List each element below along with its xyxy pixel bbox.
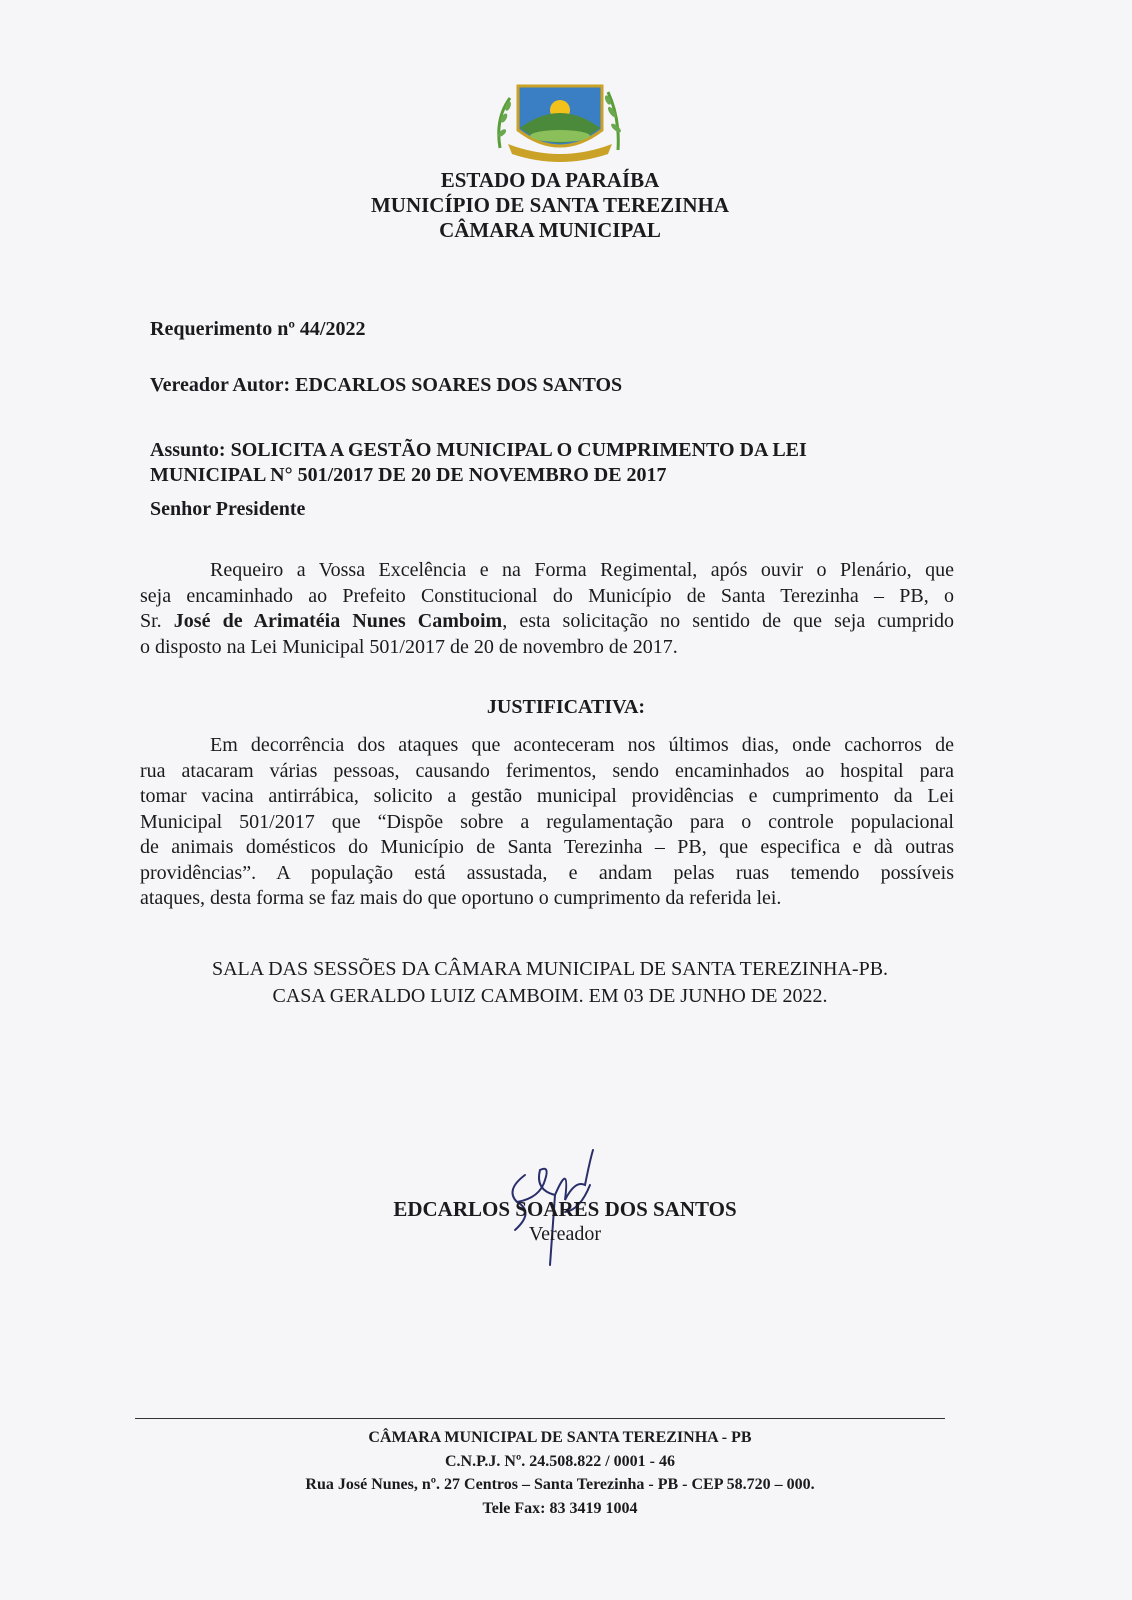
header-state: ESTADO DA PARAÍBA: [440, 168, 660, 192]
body-text: Sr.: [140, 610, 174, 632]
salutation: Senhor Presidente: [150, 498, 306, 520]
justification-line: tomar vacina antirrábica, solicito a gestão municipal providências e cumprimento da Lei: [140, 785, 954, 807]
subject-line-1: Assunto: SOLICITA A GESTÃO MUNICIPAL O CUMPRIMENTO DA LEI: [150, 439, 807, 461]
header-chamber: CÂMARA MUNICIPAL: [439, 218, 661, 242]
footer-divider: [135, 1418, 945, 1419]
subject: [150, 438, 910, 488]
footer-phone: Tele Fax: 83 3419 1004: [482, 1499, 638, 1517]
body-line: [140, 609, 954, 635]
request-number: Requerimento nº 44/2022: [150, 318, 366, 340]
body-line: o disposto na Lei Municipal 501/2017 de 20 de novembro de 2017.: [140, 635, 678, 658]
session-room-closing: [140, 956, 960, 1010]
author-line: Vereador Autor: EDCARLOS SOARES DOS SANTOS: [150, 374, 623, 396]
justification-line: rua atacaram várias pessoas, causando ferimentos, sendo encaminhados ao hospital para: [140, 759, 954, 782]
justification-line: Municipal 501/2017 que “Dispõe sobre a regulamentação para o controle populacional: [140, 810, 954, 833]
footer-address: Rua José Nunes, nº. 27 Centros – Santa Terezinha - PB - CEP 58.720 – 000.: [305, 1476, 815, 1493]
signer-role: Vereador: [528, 1223, 602, 1245]
mayor-name: José de Arimatéia Nunes Camboim: [173, 610, 503, 632]
justification-body: [140, 733, 954, 912]
closing-line-2: CASA GERALDO LUIZ CAMBOIM. EM 03 DE JUNHO DE 2022.: [272, 985, 828, 1007]
footer-chamber: CÂMARA MUNICIPAL DE SANTA TEREZINHA - PB: [368, 1429, 752, 1446]
footer-cnpj: C.N.P.J. Nº. 24.508.822 / 0001 - 46: [444, 1452, 676, 1470]
signer-name: EDCARLOS SOARES DOS SANTOS: [393, 1197, 737, 1221]
justification-line: Em decorrência dos ataques que aconteceram nos últimos dias, onde cachorros de: [210, 734, 954, 756]
request-body: [140, 558, 954, 660]
justification-line: ataques, desta forma se faz mais do que oportuno o cumprimento da referida lei.: [140, 887, 782, 909]
justification-line: de animais domésticos do Município de Santa Terezinha – PB, que especifica e dà outras: [140, 836, 954, 858]
header-municipality: MUNICÍPIO DE SANTA TEREZINHA: [370, 193, 730, 217]
subject-line-2: MUNICIPAL N° 501/2017 DE 20 DE NOVEMBRO DE 2017: [150, 464, 667, 486]
justification-line: providências”. A população está assustada, e andam pelas ruas temendo possíveis: [140, 861, 954, 884]
closing-line-1: SALA DAS SESSÕES DA CÂMARA MUNICIPAL DE SANTA TEREZINHA-PB.: [211, 958, 889, 980]
footer: [160, 1426, 960, 1520]
justification-title: JUSTIFICATIVA:: [486, 696, 646, 718]
municipal-coat-of-arms-icon: [490, 78, 630, 168]
body-line: Requeiro a Vossa Excelência e na Forma Regimental, após ouvir o Plenário, que: [210, 559, 954, 581]
institution-header: [300, 168, 800, 243]
body-line: seja encaminhado ao Prefeito Constitucional do Município de Santa Terezinha – PB, o: [140, 584, 954, 607]
body-text: , esta solicitação no sentido de que seja cumprido: [502, 610, 955, 632]
